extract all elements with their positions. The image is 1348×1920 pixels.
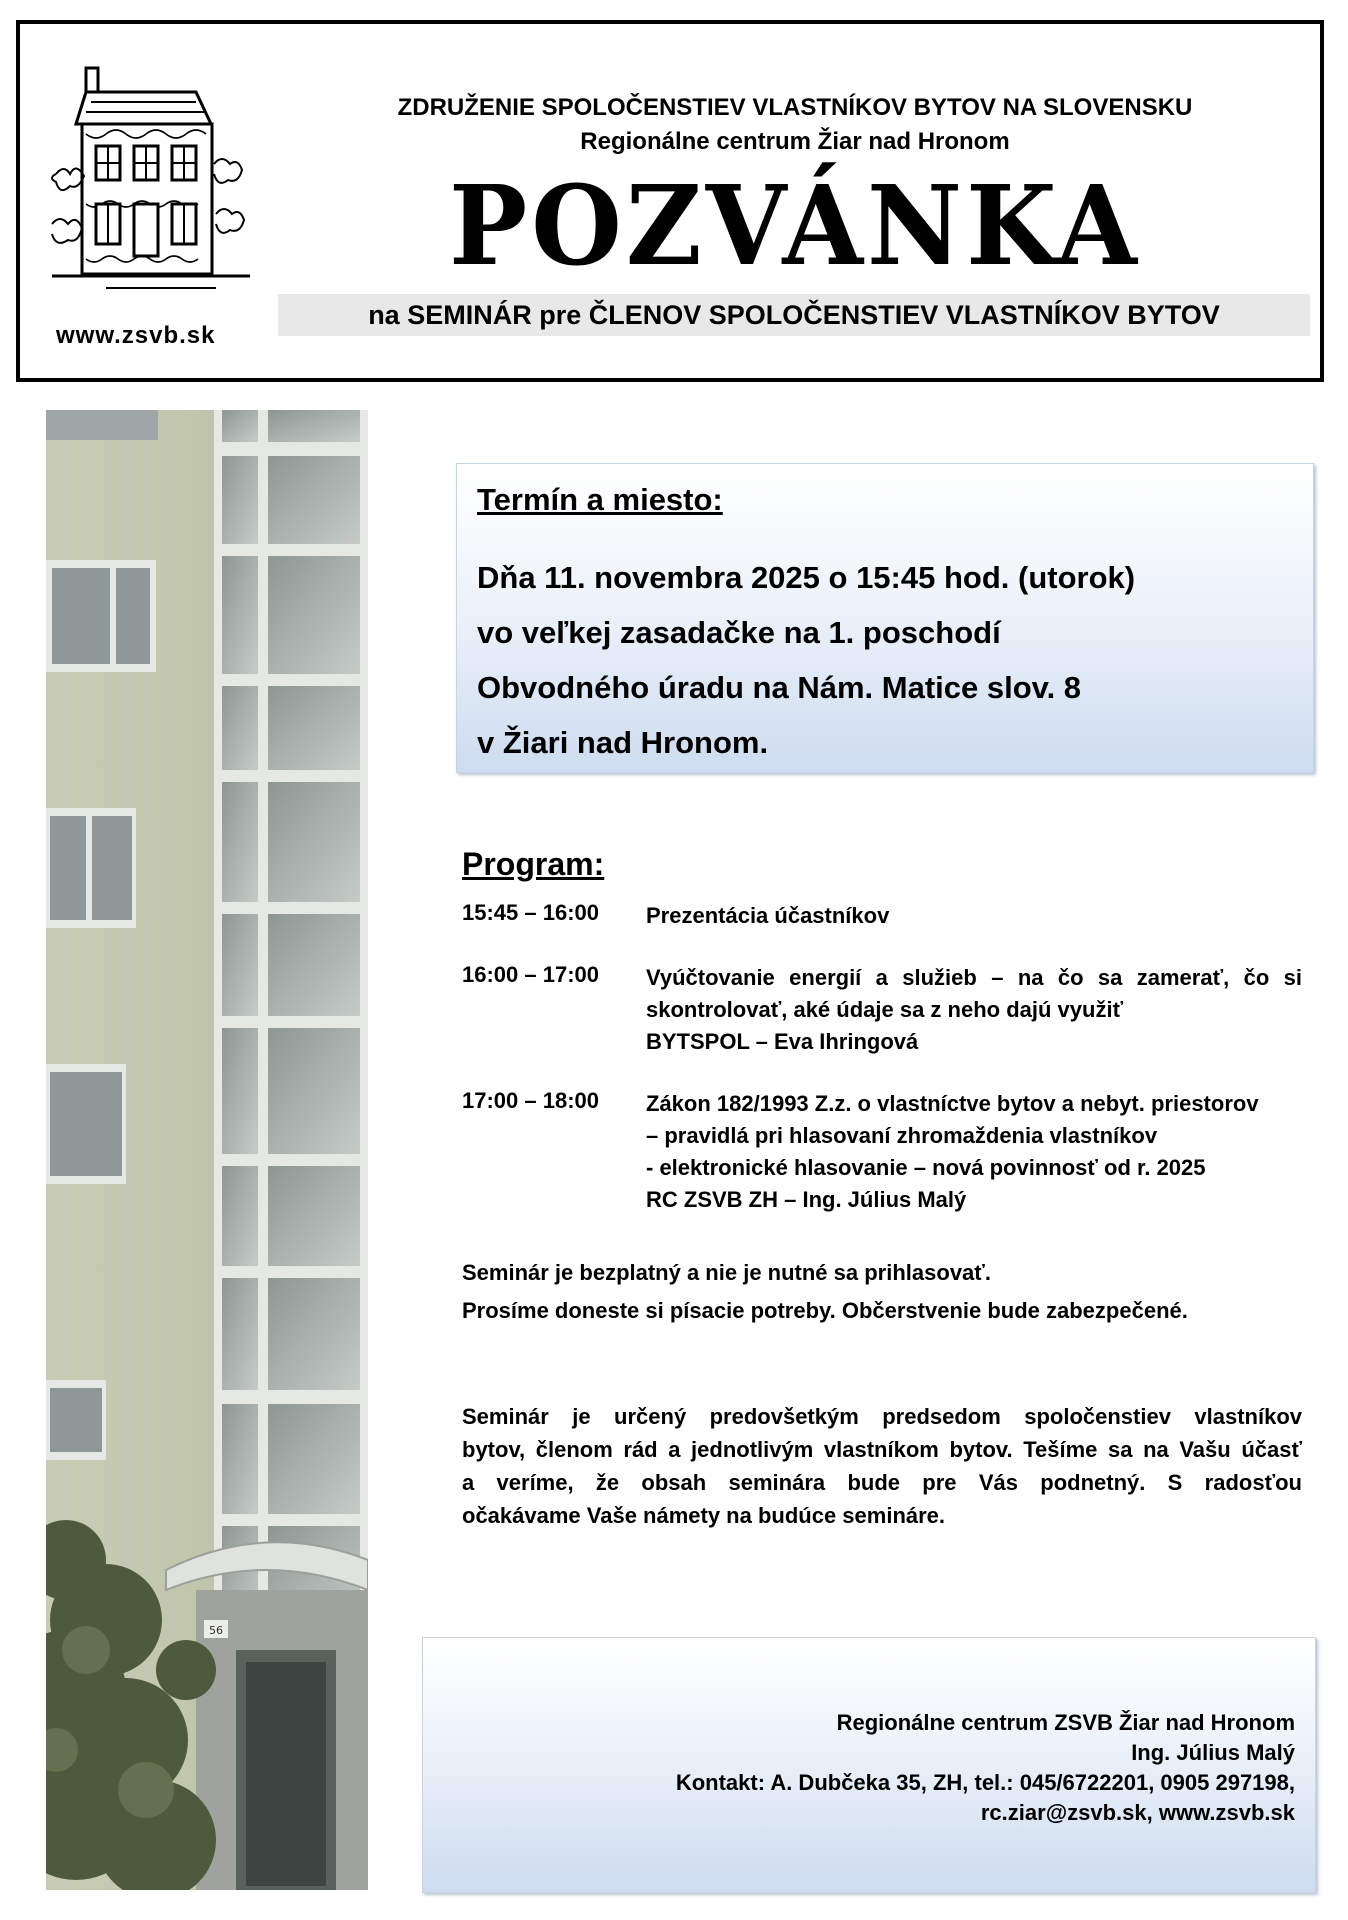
program-description [646, 900, 1302, 932]
seminar-tagline: na SEMINÁR pre ČLENOV SPOLOČENSTIEV VLASTNÍKOV BYTOV [278, 294, 1310, 336]
paragraph-line: Seminár je určený predovšetkým predsedom spoločenstiev vlastníkov [462, 1404, 1302, 1429]
program-description [646, 1088, 1302, 1216]
header-box [16, 20, 1324, 382]
program-description [646, 962, 1302, 1058]
program-line: Prezentácia účastníkov [646, 903, 890, 928]
program-line: RC ZSVB ZH – Ing. Július Malý [646, 1187, 967, 1212]
date-place-box [456, 463, 1314, 773]
note-line: Seminár je bezplatný a nie je nutné sa prihlasovať. [462, 1260, 991, 1285]
paragraph-line: očakávame Vaše námety na budúce semináre. [462, 1503, 946, 1528]
program-line: skontrolovať, aké údaje sa z neho dajú využiť [646, 997, 1124, 1022]
program-time: 15:45 – 16:00 [462, 900, 599, 925]
seminar-notes [462, 1254, 1302, 1330]
seminar-description [462, 1400, 1302, 1532]
contact-line: Ing. Július Malý [1131, 1740, 1295, 1765]
program-time: 16:00 – 17:00 [462, 962, 599, 987]
website-url: www.zsvb.sk [56, 322, 216, 349]
program-item [462, 1088, 1302, 1216]
house-number-sign: 56 [209, 1624, 223, 1637]
paragraph-line: bytov, členom rád a jednotlivým vlastníkom bytov. Tešíme sa na Vašu účasť [462, 1437, 1302, 1462]
contact-line: rc.ziar@zsvb.sk, www.zsvb.sk [980, 1800, 1295, 1825]
contact-info [676, 1708, 1295, 1828]
house-logo-icon [46, 54, 256, 324]
program-list [462, 900, 1302, 1246]
contact-line: Regionálne centrum ZSVB Žiar nad Hronom [836, 1710, 1295, 1735]
regional-center-name: Regionálne centrum Žiar nad Hronom [580, 128, 1010, 155]
program-line: Zákon 182/1993 Z.z. o vlastníctve bytov a nebyt. priestorov [646, 1091, 1259, 1116]
program-item [462, 962, 1302, 1058]
note-line: Prosíme doneste si písacie potreby. Občerstvenie bude zabezpečené. [462, 1298, 1188, 1323]
contact-line: Kontakt: A. Dubčeka 35, ZH, tel.: 045/6722201, 0905 297198, [675, 1770, 1295, 1795]
contact-box [422, 1637, 1316, 1893]
paragraph-line: a veríme, že obsah seminára bude pre Vás podnetný. S radosťou [462, 1470, 1302, 1495]
date-place-line: vo veľkej zasadačke na 1. poschodí [477, 615, 1001, 650]
date-place-line: Dňa 11. novembra 2025 o 15:45 hod. (utorok) [477, 560, 1136, 595]
date-place-heading: Termín a miesto: [477, 482, 723, 517]
date-place-text [477, 550, 1135, 770]
page-title: POZVÁNKA [449, 160, 1141, 291]
program-line: BYTSPOL – Eva Ihringová [646, 1029, 919, 1054]
program-line: – pravidlá pri hlasovaní zhromaždenia vlastníkov [646, 1123, 1158, 1148]
program-item [462, 900, 1302, 932]
date-place-line: v Žiari nad Hronom. [477, 725, 769, 760]
program-time: 17:00 – 18:00 [462, 1088, 599, 1113]
organization-name: ZDRUŽENIE SPOLOČENSTIEV VLASTNÍKOV BYTOV NA SLOVENSKU [397, 94, 1193, 121]
building-photo [46, 410, 368, 1890]
program-line: Vyúčtovanie energií a služieb – na čo sa zamerať, čo si [646, 965, 1302, 990]
date-place-line: Obvodného úradu na Nám. Matice slov. 8 [477, 670, 1082, 705]
program-line: - elektronické hlasovanie – nová povinnosť od r. 2025 [646, 1155, 1206, 1180]
program-heading: Program: [462, 846, 605, 882]
